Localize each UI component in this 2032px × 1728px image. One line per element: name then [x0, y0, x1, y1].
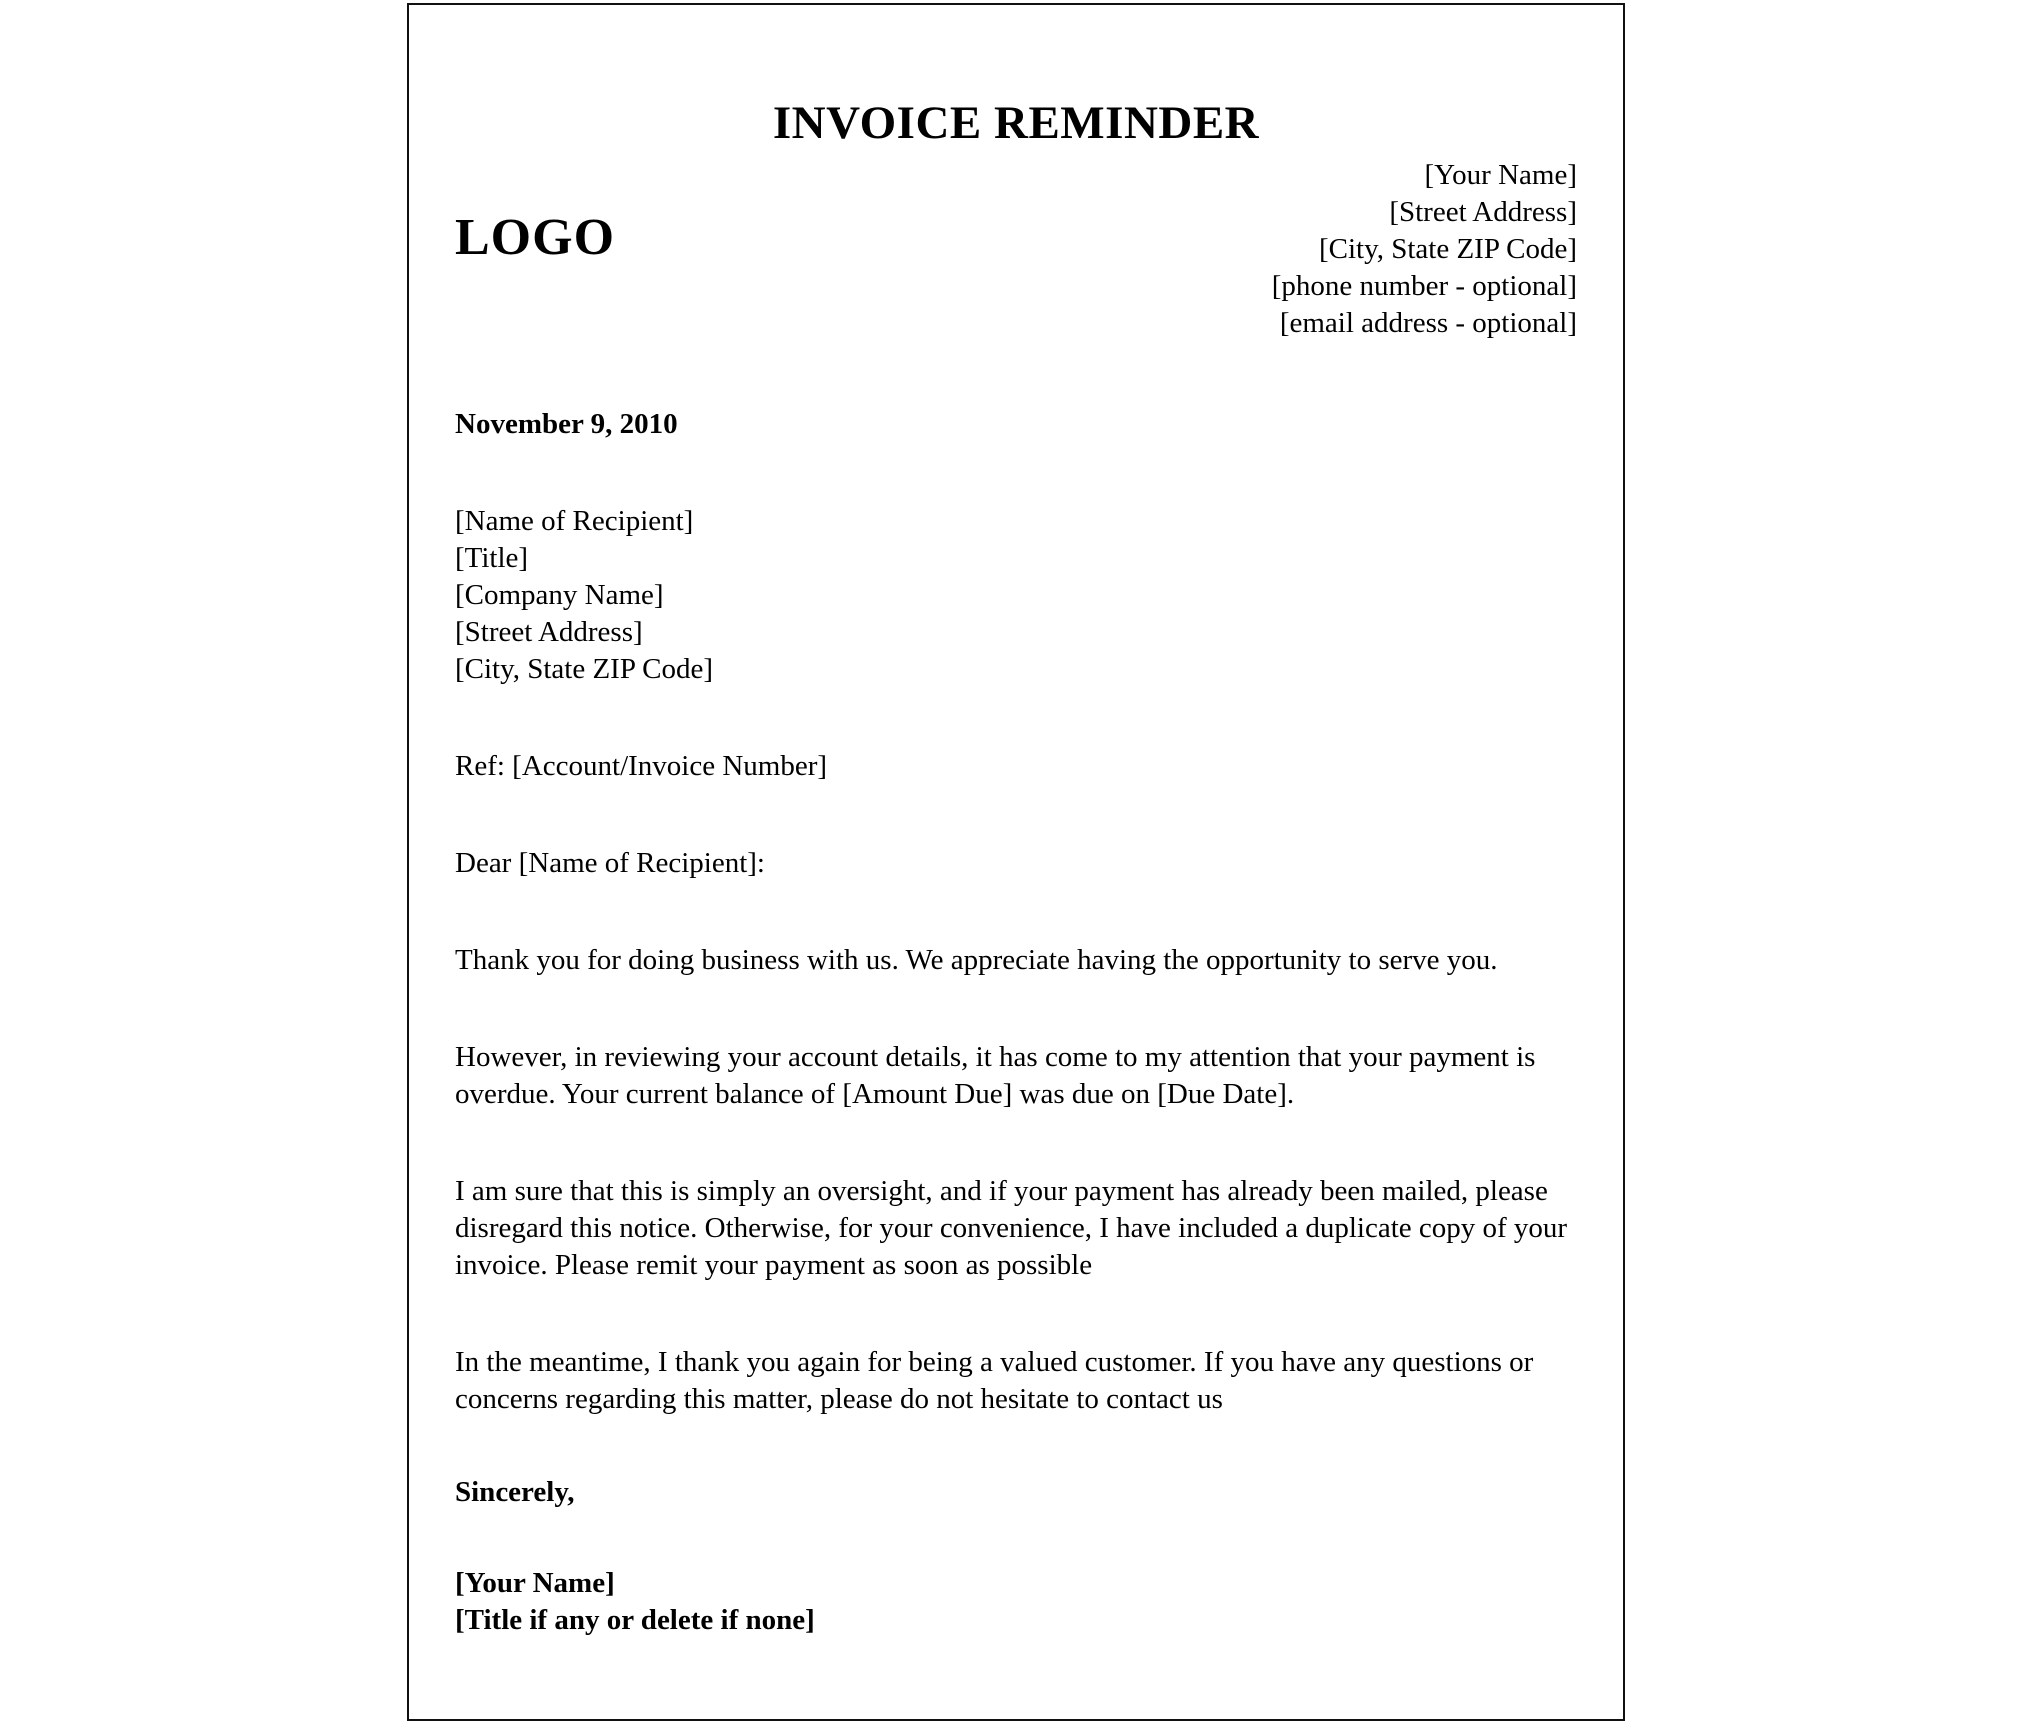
- recipient-company: [Company Name]: [455, 579, 664, 612]
- letter-title: INVOICE REMINDER: [772, 97, 1260, 149]
- recipient-city-state-zip: [City, State ZIP Code]: [455, 653, 714, 686]
- body-paragraph-3: I am sure that this is simply an oversight, and if your payment has already been mailed, please disregard this notice. Otherwise, for your convenience, I have included a duplicate copy of your invoice. Please remit your payment as soon as possible: [455, 1175, 1568, 1282]
- sender-name: [Your Name]: [1424, 159, 1577, 192]
- body-paragraph-1: Thank you for doing business with us. We appreciate having the opportunity to serve you.: [455, 944, 1498, 977]
- sender-email: [email address - optional]: [1279, 307, 1577, 340]
- letter-page: [407, 3, 1625, 1721]
- body-paragraph-4: In the meantime, I thank you again for being a valued customer. If you have any questions or concerns regarding this matter, please do not hesitate to contact us: [455, 1346, 1534, 1416]
- recipient-title: [Title]: [455, 542, 529, 575]
- closing: Sincerely,: [455, 1476, 575, 1509]
- body-paragraph-2: However, in reviewing your account details, it has come to my attention that your payment is overdue. Your current balance of [Amount Due] was due on [Due Date].: [455, 1041, 1536, 1111]
- reference-line: Ref: [Account/Invoice Number]: [455, 750, 828, 783]
- sender-address-block: [1272, 157, 1577, 342]
- signature-block: [455, 1565, 1577, 1639]
- letter-header: [455, 157, 1577, 342]
- recipient-street-address: [Street Address]: [455, 616, 643, 649]
- salutation: Dear [Name of Recipient]:: [455, 847, 765, 880]
- signature-title: [Title if any or delete if none]: [455, 1604, 815, 1637]
- letter-date: November 9, 2010: [455, 408, 678, 441]
- signature-name: [Your Name]: [455, 1567, 615, 1600]
- sender-phone: [phone number - optional]: [1271, 270, 1577, 303]
- recipient-name: [Name of Recipient]: [455, 505, 694, 538]
- sender-city-state-zip: [City, State ZIP Code]: [1318, 233, 1577, 266]
- recipient-address-block: [455, 503, 1577, 688]
- sender-street-address: [Street Address]: [1389, 196, 1577, 229]
- company-logo: LOGO: [455, 209, 616, 267]
